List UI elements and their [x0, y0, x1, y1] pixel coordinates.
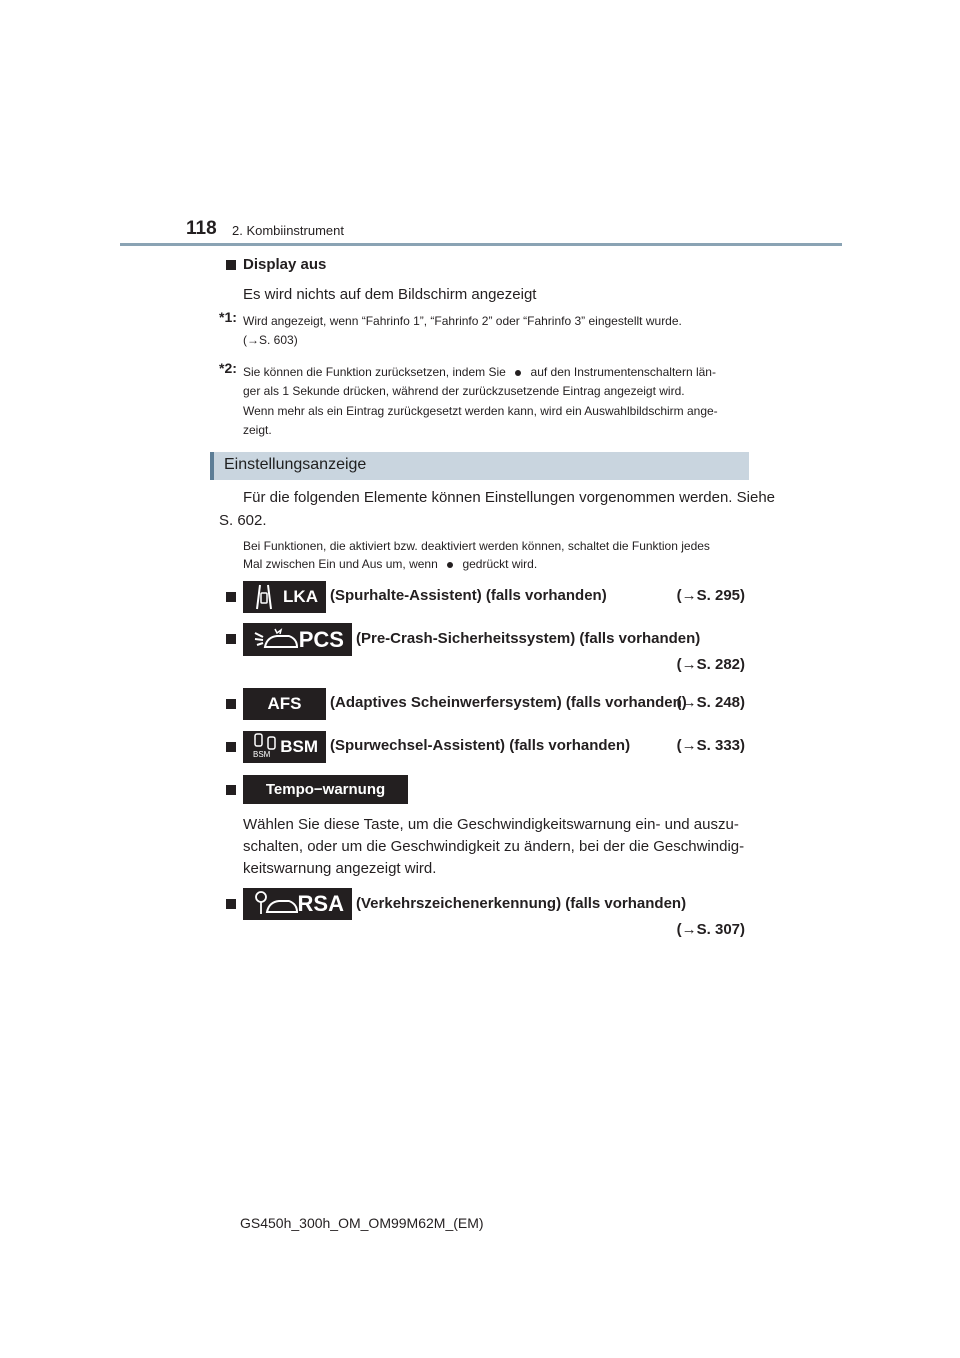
afs-badge: AFS [243, 688, 326, 720]
item-label-pcs: (Pre-Crash-Sicherheitssystem) (falls vorhanden) [356, 630, 701, 647]
section-note-line-2: Mal zwischen Ein und Aus um, wenn gedrückt wird. [243, 557, 538, 571]
footer-doc-id: GS450h_300h_OM_OM99M62M_(EM) [240, 1215, 484, 1231]
display-off-title: Display aus [243, 256, 327, 273]
section-note-line-1: Bei Funktionen, die aktiviert bzw. deaktiviert werden können, schaltet die Funktion jedes [243, 539, 710, 553]
display-off-text: Es wird nichts auf dem Bildschirm angezeigt [243, 286, 537, 303]
lane-keep-icon [251, 581, 277, 613]
chapter-title: 2. Kombiinstrument [232, 223, 344, 238]
bullet-square [226, 260, 236, 270]
footnote-2-line-1: Sie können die Funktion zurücksetzen, indem Sie auf den Instrumentenschaltern län- [243, 365, 716, 379]
tempo-warnung-badge: Tempo−warnung [243, 775, 408, 804]
bullet-square [226, 699, 236, 709]
section-intro-line-2: S. 602. [219, 512, 267, 529]
item-ref-bsm: (→S. 333) [676, 737, 745, 754]
road-sign-icon [251, 888, 301, 920]
footnote-1-line-1: Wird angezeigt, wenn “Fahrinfo 1”, “Fahrinfo 2” oder “Fahrinfo 3” eingestellt wurde. [243, 314, 682, 328]
tempo-desc-line-1: Wählen Sie diese Taste, um die Geschwindigkeitswarnung ein- und auszu- [243, 816, 739, 833]
footnote-2-line-2: ger als 1 Sekunde drücken, während der zurückzusetzende Eintrag angezeigt wird. [243, 384, 685, 398]
bsm-badge: BSM BSM [243, 731, 326, 763]
section-title: Einstellungsanzeige [224, 456, 367, 473]
item-label-bsm: (Spurwechsel-Assistent) (falls vorhanden) [330, 737, 631, 754]
footnote-mark-2: *2: [219, 360, 237, 376]
bullet-square [226, 592, 236, 602]
bullet-square [226, 785, 236, 795]
lka-badge: LKA [243, 581, 326, 613]
section-intro-line-1: Für die folgenden Elemente können Einstellungen vorgenommen werden. Siehe [243, 489, 776, 506]
pre-crash-icon [251, 623, 301, 656]
item-label-rsa: (Verkehrszeichenerkennung) (falls vorhanden) [356, 895, 687, 912]
bullet-square [226, 742, 236, 752]
pcs-badge: PCS [243, 623, 352, 656]
dial-button-icon [441, 558, 459, 572]
item-ref-rsa: (→S. 307) [676, 921, 745, 938]
item-ref-afs: (→S. 248) [676, 694, 745, 711]
dial-button-icon [509, 366, 527, 380]
footnote-2-line-4: zeigt. [243, 423, 272, 437]
tempo-desc-line-2: schalten, oder um die Geschwindigkeit zu ändern, bei der die Geschwindig- [243, 838, 745, 855]
bullet-square [226, 899, 236, 909]
item-label-afs: (Adaptives Scheinwerfersystem) (falls vorhanden) [330, 694, 687, 711]
item-ref-pcs: (→S. 282) [676, 656, 745, 673]
bsm-small-label: BSM [253, 750, 271, 759]
footnote-2-line-3: Wenn mehr als ein Eintrag zurückgesetzt werden kann, wird ein Auswahlbildschirm ange- [243, 404, 718, 418]
tempo-desc-line-3: keitswarnung angezeigt wird. [243, 860, 437, 877]
item-label-lka: (Spurhalte-Assistent) (falls vorhanden) [330, 587, 607, 604]
footnote-mark-1: *1: [219, 309, 237, 325]
bullet-square [226, 634, 236, 644]
header-rule [120, 243, 842, 246]
item-ref-lka: (→S. 295) [676, 587, 745, 604]
page-number: 118 [186, 218, 217, 239]
rsa-badge: RSA [243, 888, 352, 920]
footnote-1-line-2: (→S. 603) [243, 333, 298, 347]
